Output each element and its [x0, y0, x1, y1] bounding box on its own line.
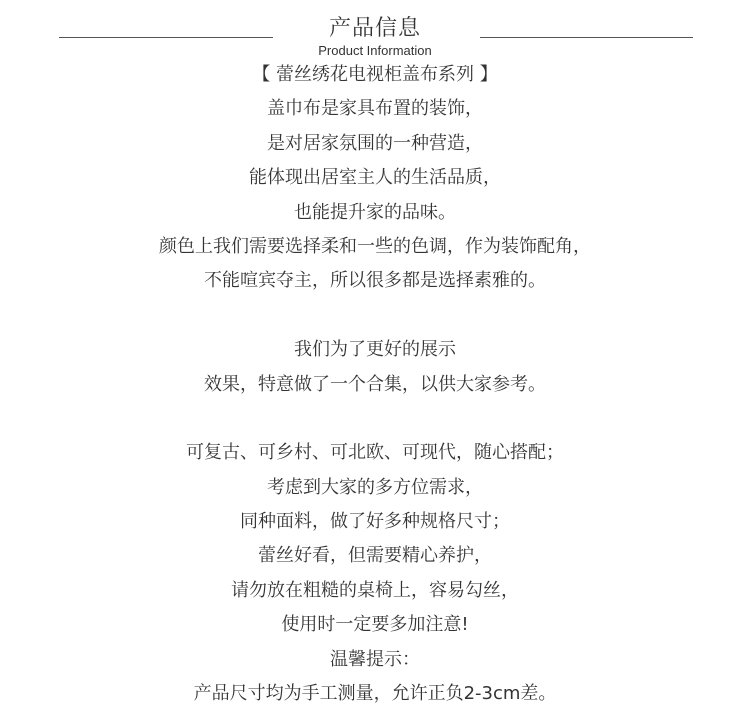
section-header [0, 0, 750, 62]
tip-heading: 温馨提示： [330, 648, 420, 670]
section-subtitle: Product Information [318, 43, 432, 58]
text-line: 颜色上我们需要选择柔和一些的色调，作为装饰配角， [159, 235, 591, 257]
text-line: 不能喧宾夺主，所以很多都是选择素雅的。 [204, 270, 546, 292]
paragraph-spacer [0, 299, 750, 333]
text-line: 也能提升家的品味。 [294, 201, 456, 223]
text-line: 使用时一定要多加注意! [281, 614, 469, 636]
text-line: 能体现出居室主人的生活品质， [249, 167, 501, 189]
text-line: 效果，特意做了一个合集，以供大家参考。 [204, 373, 546, 395]
text-line: 可复古、可乡村、可北欧、可现代，随心搭配； [186, 442, 564, 464]
text-line: 产品尺寸均为手工测量，允许正负2-3cm差。 [193, 683, 557, 705]
text-line: 考虑到大家的多方位需求， [267, 476, 483, 498]
series-name: 【 蕾丝绣花电视柜盖布系列 】 [252, 64, 498, 85]
text-line: 盖巾布是家具布置的装饰， [267, 98, 483, 120]
paragraph-spacer [0, 402, 750, 436]
text-line: 蕾丝好看，但需要精心养护， [258, 545, 492, 567]
text-line: 是对居家氛围的一种营造， [267, 132, 483, 154]
section-title: 产品信息 [328, 16, 421, 41]
text-line: 同种面料，做了好多种规格尺寸； [240, 511, 510, 533]
product-description [0, 58, 750, 711]
text-line: 我们为了更好的展示 [294, 339, 456, 361]
text-line: 请勿放在粗糙的桌椅上，容易勾丝， [231, 579, 519, 601]
